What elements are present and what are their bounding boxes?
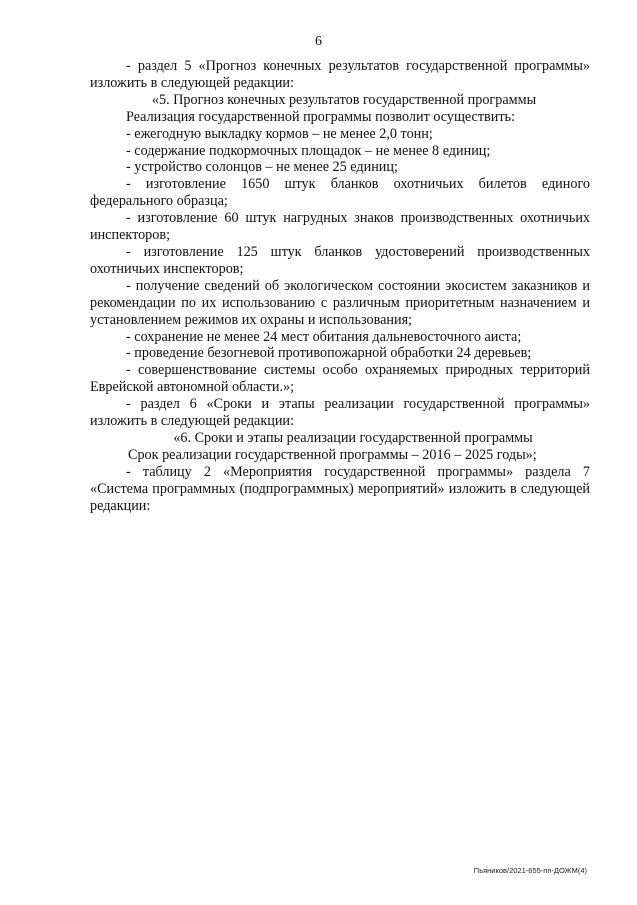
section6-heading: «6. Сроки и этапы реализации государственной программы [173,429,533,446]
paragraph-realization: Реализация государственной программы позволит осуществить: [126,108,515,125]
list-item-fire-treatment: - проведение безогневой противопожарной обработки 24 деревьев; [126,345,532,362]
paragraph-term: Срок реализации государственной программы – 2016 – 2025 годы»; [128,446,537,463]
list-item-salt-licks: - устройство солонцов – не менее 25 единиц; [126,159,398,176]
section5-heading: «5. Прогноз конечных результатов государственной программы [151,91,537,108]
document-code: Пьяников/2021-655-пп-ДОЖМ(4) [473,866,587,875]
paragraph-table2-intro: - таблицу 2 «Мероприятия государственной программы» раздела 7 «Система программных (подпрограммных) мероприятий» изложить в следующей редакции: [90,463,590,514]
list-item-badges: - изготовление 60 штук нагрудных знаков производственных охотничьих инспекторов; [90,210,590,244]
list-item-feed: - ежегодную выкладку кормов – не менее 2,0 тонн; [126,125,433,142]
list-item-protected-areas: - совершенствование системы особо охраняемых природных территорий Еврейской автономной области.»; [90,362,590,396]
list-item-feeding-sites: - содержание подкормочных площадок – не менее 8 единиц; [126,142,491,159]
list-item-certificates: - изготовление 125 штук бланков удостоверений производственных охотничьих инспекторов; [90,243,590,277]
list-item-hunting-tickets: - изготовление 1650 штук бланков охотничьих билетов единого федерального образца; [90,176,590,210]
list-item-ecosystem-data: - получение сведений об экологическом состоянии экосистем заказников и рекомендации по их использованию с различным приоритетным назначением и установлением режимов их охраны и использования; [90,277,590,328]
list-item-stork-habitats: - сохранение не менее 24 мест обитания дальневосточного аиста; [126,328,522,345]
page-number: 6 [315,34,322,49]
document-body [90,58,590,514]
paragraph-section6-intro: - раздел 6 «Сроки и этапы реализации государственной программы» изложить в следующей редакции: [90,396,590,430]
paragraph-section5-intro: - раздел 5 «Прогноз конечных результатов государственной программы» изложить в следующей редакции: [90,58,590,91]
